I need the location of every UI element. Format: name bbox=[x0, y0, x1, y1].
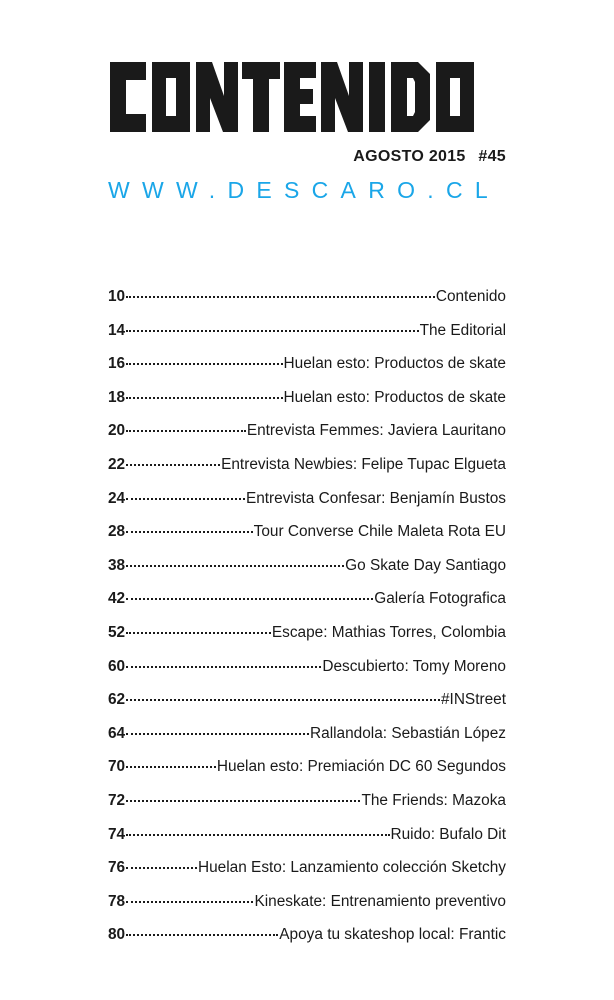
toc-entry-title: Go Skate Day Santiago bbox=[345, 556, 506, 574]
toc-page-number: 74 bbox=[108, 825, 126, 843]
toc-page-number: 10 bbox=[108, 288, 126, 305]
toc-dot-leader bbox=[126, 697, 440, 701]
toc-dot-leader bbox=[126, 932, 278, 936]
toc-page-number: 16 bbox=[108, 355, 126, 373]
toc-entry-title: Contenido bbox=[435, 288, 506, 305]
toc-entry-title: Entrevista Newbies: Felipe Tupac Elgueta bbox=[221, 455, 506, 473]
toc-dot-leader bbox=[126, 428, 246, 432]
toc-dot-leader bbox=[126, 832, 389, 836]
toc-entry-title: Ruido: Bufalo Dit bbox=[390, 825, 506, 843]
toc-dot-leader bbox=[126, 731, 309, 735]
toc-dot-leader bbox=[126, 764, 216, 768]
toc-entry[interactable] bbox=[108, 622, 506, 656]
toc-entry-title: Apoya tu skateshop local: Frantic bbox=[279, 926, 506, 944]
toc-page-number: 70 bbox=[108, 758, 126, 776]
toc-entry-title: Huelan esto: Premiación DC 60 Segundos bbox=[216, 758, 506, 776]
toc-entry-title: Entrevista Confesar: Benjamín Bustos bbox=[245, 489, 506, 507]
toc-page-number: 78 bbox=[108, 892, 126, 910]
toc-page-number: 80 bbox=[108, 926, 126, 944]
toc-page-number: 22 bbox=[108, 455, 126, 473]
toc-entry[interactable] bbox=[108, 286, 506, 320]
toc-entry[interactable] bbox=[108, 353, 506, 387]
toc-entry-title: Huelan esto: Productos de skate bbox=[283, 355, 506, 373]
toc-entry[interactable] bbox=[108, 857, 506, 891]
toc-dot-leader bbox=[126, 899, 253, 903]
toc-page-number: 52 bbox=[108, 623, 126, 641]
toc-entry-title: The Friends: Mazoka bbox=[361, 791, 506, 809]
toc-entry-title: Kineskate: Entrenamiento preventivo bbox=[254, 892, 506, 910]
issue-date: AGOSTO 2015 bbox=[353, 148, 466, 165]
toc-page-number: 28 bbox=[108, 523, 126, 541]
toc-dot-leader bbox=[126, 294, 435, 298]
toc-dot-leader bbox=[126, 328, 418, 332]
toc-entry[interactable] bbox=[108, 723, 506, 757]
toc-dot-leader bbox=[126, 630, 271, 634]
toc-entry-title: Escape: Mathias Torres, Colombia bbox=[271, 623, 506, 641]
toc-entry[interactable] bbox=[108, 521, 506, 555]
toc-entry[interactable] bbox=[108, 555, 506, 589]
toc-entry[interactable] bbox=[108, 790, 506, 824]
toc-page-number: 60 bbox=[108, 657, 126, 675]
toc-page-number: 14 bbox=[108, 321, 126, 339]
page-title-lettering bbox=[108, 52, 506, 142]
toc-entry-title: #INStreet bbox=[440, 691, 506, 709]
toc-entry[interactable] bbox=[108, 891, 506, 925]
toc-dot-leader bbox=[126, 798, 360, 802]
toc-entry[interactable] bbox=[108, 387, 506, 421]
toc-dot-leader bbox=[126, 395, 282, 399]
toc-entry[interactable] bbox=[108, 689, 506, 723]
toc-entry-title: The Editorial bbox=[419, 321, 506, 339]
toc-entry[interactable] bbox=[108, 420, 506, 454]
toc-dot-leader bbox=[126, 361, 282, 365]
toc-entry-title: Galería Fotografica bbox=[374, 590, 506, 608]
toc-page-number: 72 bbox=[108, 791, 126, 809]
toc-page-number: 62 bbox=[108, 691, 126, 709]
toc-entry-title: Tour Converse Chile Maleta Rota EU bbox=[253, 523, 506, 541]
toc-page-number: 38 bbox=[108, 556, 126, 574]
issue-number: #45 bbox=[478, 148, 506, 165]
toc-entry[interactable] bbox=[108, 656, 506, 690]
toc-entry[interactable] bbox=[108, 756, 506, 790]
toc-entry[interactable] bbox=[108, 588, 506, 622]
toc-entry[interactable] bbox=[108, 488, 506, 522]
toc-dot-leader bbox=[126, 529, 253, 533]
issue-info bbox=[353, 148, 506, 166]
toc-dot-leader bbox=[126, 462, 220, 466]
toc-entry[interactable] bbox=[108, 924, 506, 958]
toc-entry-title: Entrevista Femmes: Javiera Lauritano bbox=[246, 422, 506, 440]
toc-entry-title: Rallandola: Sebastián López bbox=[310, 724, 506, 742]
toc-entry-title: Huelan Esto: Lanzamiento colección Sketchy bbox=[198, 859, 506, 877]
toc-page-number: 20 bbox=[108, 422, 126, 440]
toc-entry[interactable] bbox=[108, 824, 506, 858]
table-of-contents bbox=[108, 286, 506, 958]
toc-dot-leader bbox=[126, 596, 373, 600]
toc-entry[interactable] bbox=[108, 320, 506, 354]
page-title bbox=[108, 52, 506, 142]
toc-page-number: 42 bbox=[108, 590, 126, 608]
toc-dot-leader bbox=[126, 563, 344, 567]
toc-page-number: 76 bbox=[108, 859, 126, 877]
toc-dot-leader bbox=[126, 664, 321, 668]
toc-dot-leader bbox=[126, 496, 245, 500]
toc-entry[interactable] bbox=[108, 454, 506, 488]
toc-dot-leader bbox=[126, 865, 197, 869]
toc-page-number: 18 bbox=[108, 388, 126, 406]
toc-page-number: 64 bbox=[108, 724, 126, 742]
toc-page-number: 24 bbox=[108, 489, 126, 507]
website-link[interactable]: WWW.DESCARO.CL bbox=[108, 177, 500, 203]
toc-entry-title: Descubierto: Tomy Moreno bbox=[322, 657, 506, 675]
toc-entry-title: Huelan esto: Productos de skate bbox=[283, 388, 506, 406]
